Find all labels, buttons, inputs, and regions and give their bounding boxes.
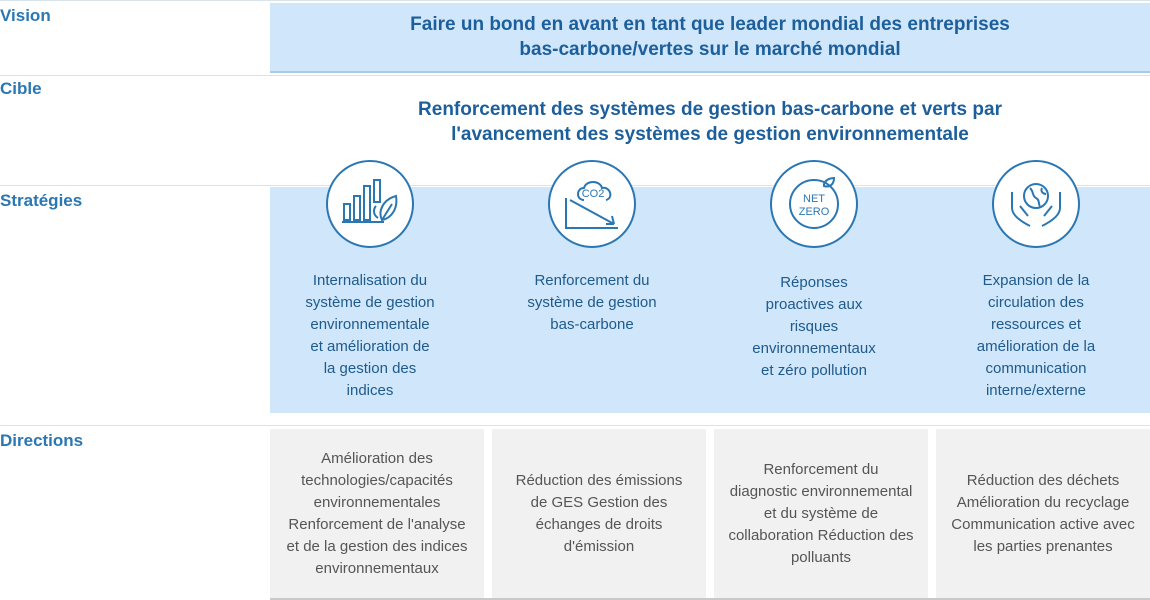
strategy-icon-circle (992, 160, 1080, 248)
strategy-card (724, 160, 904, 382)
zero-label: ZERO (798, 206, 830, 218)
direction-card: Amélioration des technologies/capacités environnementales Renforcement de l'analyse et de la gestion des indices environnementaux (270, 429, 484, 598)
cible-block (270, 97, 1150, 147)
direction-card: Renforcement du diagnostic environnemental et du système de collaboration Réduction des polluants (714, 429, 928, 598)
strategy-text: Expansion de la circulation des ressources et amélioration de la communication interne/externe (976, 272, 1096, 399)
co2-label: CO2 (581, 188, 605, 200)
strategy-icon-circle (548, 160, 636, 248)
vision-banner (270, 3, 1150, 73)
vision-text: Faire un bond en avant en tant que leader mondial des entreprises bas-carbone/vertes sur le marché mondial (410, 14, 1010, 60)
growth-chart-leaf-icon (338, 174, 402, 234)
direction-card: Réduction des déchets Amélioration du recyclage Communication active avec les parties prenantes (936, 429, 1150, 598)
net-label: NET (803, 193, 825, 205)
net-zero-icon (782, 174, 846, 234)
co2-reduction-icon (560, 174, 624, 234)
direction-card: Réduction des émissions de GES Gestion des échanges de droits d'émission (492, 429, 706, 598)
divider (0, 425, 1150, 426)
row-label-strategies: Stratégies (0, 191, 83, 210)
strategy-icon-circle (770, 160, 858, 248)
cible-text: Renforcement des systèmes de gestion bas-carbone et verts par l'avancement des systèmes de gestion environnementale (418, 99, 1002, 145)
row-label-directions: Directions (0, 431, 84, 450)
strategy-text: Renforcement du système de gestion bas-carbone (527, 272, 657, 333)
divider (0, 0, 1150, 1)
row-label-vision: Vision (0, 6, 51, 25)
divider (0, 75, 1150, 76)
strategy-card (946, 160, 1126, 402)
strategy-text: Réponses proactives aux risques environnementaux et zéro pollution (752, 274, 876, 379)
strategy-icon-circle (326, 160, 414, 248)
row-label-cible: Cible (0, 79, 42, 98)
hands-globe-icon (1004, 174, 1068, 234)
strategy-card (280, 160, 460, 402)
strategy-text: Internalisation du système de gestion environnementale et amélioration de la gestion des indices (305, 272, 435, 399)
strategy-card (502, 160, 682, 336)
